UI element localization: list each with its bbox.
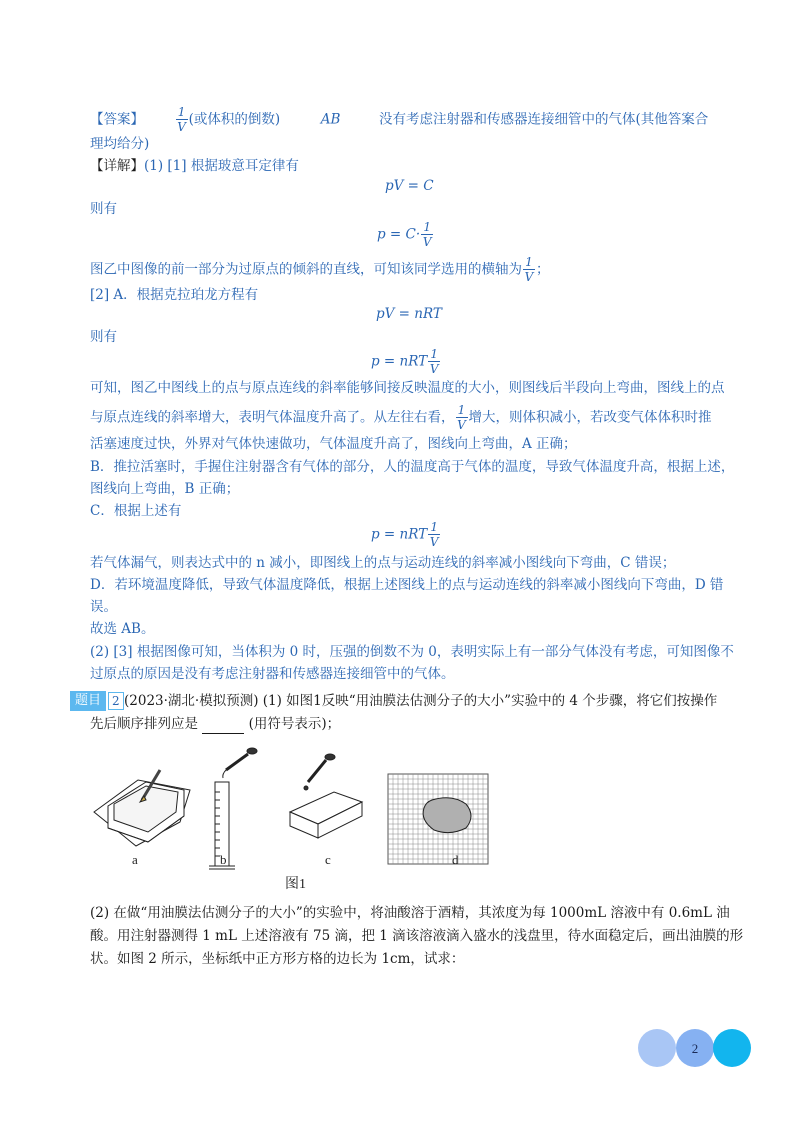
answer-2: AB	[320, 111, 341, 128]
label-c: c	[325, 852, 331, 867]
fraction-denominator: V	[177, 120, 186, 134]
label-d: d	[452, 852, 459, 867]
detail-line-3a: (2) [3] 根据图像可知，当体积为 0 时，压强的倒数不为 0，表明实际上有一部分气体没有考虑，可知图像不	[90, 644, 734, 660]
equation-left: p = C·	[377, 226, 421, 243]
badge-number: 2	[108, 692, 124, 710]
semicolon: ；	[536, 261, 550, 278]
question-part2-line-3: 状。如图 2 所示，坐标纸中正方形方格的边长为 1cm，试求：	[90, 951, 465, 967]
equation-pv-nrt: pV = nRT	[376, 306, 442, 322]
graph-axis-line	[90, 256, 550, 284]
option-d-line-2: 误。	[90, 599, 117, 615]
answer-1-note: (或体积的倒数)	[188, 111, 281, 128]
figure-caption: 图1	[285, 877, 306, 892]
answer-3: 没有考虑注射器和传感器连接细管中的气体(其他答案合	[379, 111, 709, 128]
paragraph-line-3: 活塞速度过快，外界对气体快速做功，气体温度升高了，图线向上弯曲，A 正确；	[90, 436, 577, 452]
answer-line	[90, 106, 708, 134]
answer-3-continued: 理均给分)	[90, 136, 150, 152]
paragraph-line-2	[90, 404, 712, 432]
fraction-1-over-v: $\frac{1}{V}$	[524, 255, 534, 284]
option-c-line-2: 若气体漏气，则表达式中的 n 减小，即图线上的点与运动连线的斜率减小图线向下弯曲，C 错误；	[90, 555, 676, 571]
question-badge	[70, 691, 124, 711]
paragraph-line-1: 可知，图乙中图线上的点与原点连线的斜率能够间接反映温度的大小，则图线后半段向上弯曲，图线上的点	[90, 380, 725, 396]
equation-p-nrt-over-v-2	[371, 521, 441, 549]
detail-line-2: [2] A．根据克拉珀龙方程有	[90, 287, 259, 303]
question-line-2-post: (用符号表示)；	[248, 716, 341, 732]
label-a: a	[132, 852, 138, 867]
page-number-indicator	[637, 1028, 752, 1068]
equation-pv-c: pV = C	[385, 178, 434, 194]
figure-1	[80, 740, 500, 900]
answer-blank[interactable]	[202, 719, 244, 734]
figure-a-tray	[94, 770, 190, 846]
equation-p-nrt-over-v	[371, 348, 441, 376]
figure-c-shallow-tray	[290, 754, 362, 838]
fraction-1-over-v: $\frac{1}{V}$	[422, 220, 432, 249]
figure-b-cylinder	[209, 748, 257, 869]
then-1: 则有	[90, 201, 117, 217]
option-b-line-1: B．推拉活塞时，手握住注射器含有气体的部分，人的温度高于气体的温度，导致气体温度升高，根据上述，	[90, 459, 735, 475]
figure-d-grid	[388, 774, 488, 864]
graph-axis-text: 图乙中图像的前一部分为过原点的倾斜的直线，可知该同学选用的横轴为	[90, 261, 522, 278]
detail-tag: 【详解】	[90, 158, 144, 174]
option-b-line-2: 图线向上弯曲，B 正确；	[90, 481, 240, 497]
page-number: 2	[691, 1041, 699, 1056]
paragraph-line-2-a: 与原点连线的斜率增大，表明气体温度升高了。从左往右看，	[90, 409, 455, 426]
answer-tag: 【答案】	[90, 111, 144, 128]
paragraph-line-2-b: 增大，则体积减小，若改变气体体积时推	[468, 409, 712, 426]
detail-line-3b: 过原点的原因是没有考虑注射器和传感器连接细管中的气体。	[90, 666, 455, 682]
equation-left: p = nRT	[371, 526, 428, 543]
detail-text-1: (1) [1] 根据玻意耳定律有	[144, 158, 299, 174]
question-part2-line-1: (2) 在做“用油膜法估测分子的大小”的实验中，将油酸溶于酒精，其浓度为每 1000mL 溶液中有 0.6mL 油	[90, 905, 730, 921]
then-2: 则有	[90, 329, 117, 345]
fraction-1-over-v: $\frac{1}{V}$	[457, 403, 466, 432]
question-line-1: (2023·湖北·模拟预测) (1) 如图1反映“用油膜法估测分子的大小”实验中的 4 个步骤，将它们按操作	[124, 693, 718, 709]
equation-p-c-over-v	[377, 221, 434, 249]
option-d-line-1: D．若环境温度降低，导致气体温度降低，根据上述图线上的点与运动连线的斜率减小图线向下弯曲，D 错	[90, 577, 724, 593]
question-part2-line-2: 酸。用注射器测得 1 mL 上述溶液有 75 滴，把 1 滴该溶液滴入盛水的浅盘里，待水面稳定后，画出油膜的形	[90, 928, 744, 944]
choose-line: 故选 AB。	[90, 621, 155, 637]
detail-line-1	[90, 156, 299, 176]
option-c-line-1: C．根据上述有	[90, 503, 182, 519]
answer-fraction	[176, 106, 188, 134]
question-line-2	[90, 714, 340, 734]
fraction-1-over-v: $\frac{1}{V}$	[429, 520, 439, 549]
question-line-2-pre: 先后顺序排列应是	[90, 716, 198, 732]
fraction-1-over-v: $\frac{1}{V}$	[429, 347, 439, 376]
label-b: b	[220, 852, 227, 867]
badge-label: 题目	[70, 691, 106, 711]
fraction-numerator: 1	[177, 105, 186, 119]
equation-left: p = nRT	[371, 353, 428, 370]
